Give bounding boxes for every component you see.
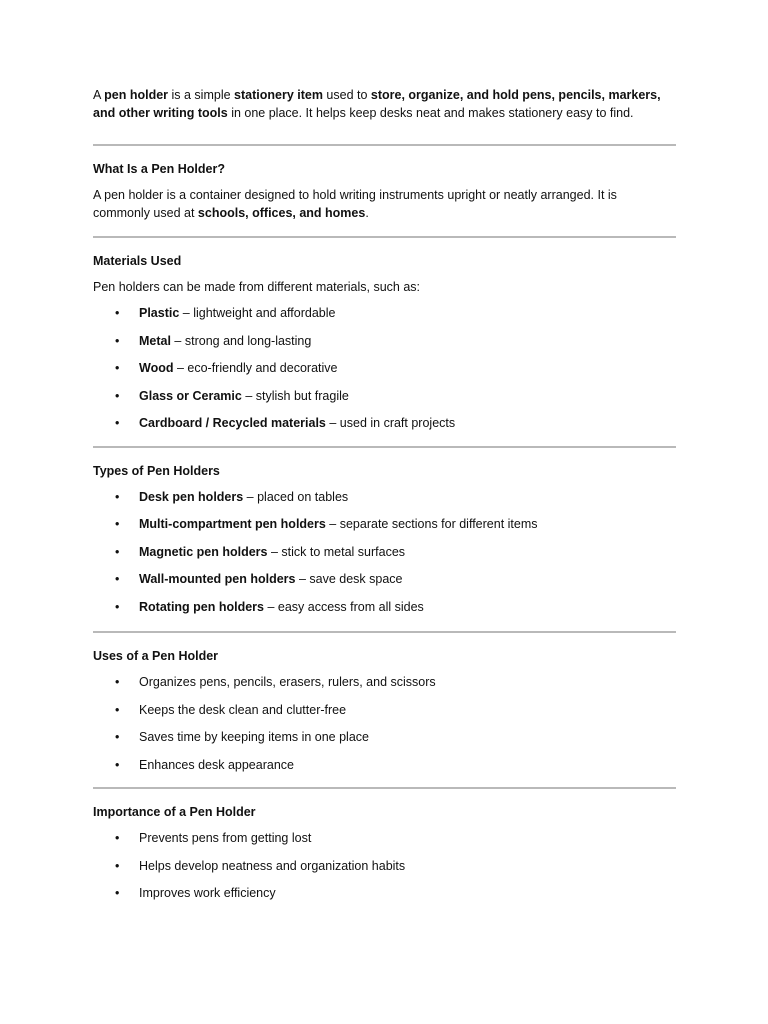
item-text: – separate sections for different items (325, 517, 538, 531)
section-what (93, 146, 676, 236)
bullet-icon: • (115, 306, 120, 320)
section-materials (93, 238, 676, 446)
item-bold: Desk pen holders (139, 489, 244, 504)
list-item (93, 701, 676, 729)
item-text: Improves work efficiency (139, 886, 276, 900)
item-text: Organizes pens, pencils, erasers, rulers, and scissors (139, 675, 436, 689)
materials-list (93, 304, 676, 442)
uses-list (93, 673, 676, 783)
item-text: – strong and long-lasting (170, 333, 312, 348)
item-bold: Magnetic pen holders (139, 544, 268, 559)
item-bold: Glass or Ceramic (139, 388, 242, 403)
list-item (93, 543, 676, 571)
intro-text: A (93, 88, 105, 102)
section-heading: What Is a Pen Holder? (93, 162, 225, 176)
section-heading: Types of Pen Holders (93, 463, 220, 478)
item-bold: Plastic (139, 306, 180, 320)
importance-list (93, 829, 676, 912)
section-uses (93, 633, 676, 787)
list-item (93, 728, 676, 756)
intro-text: in one place. It helps keep desks neat and makes stationery easy to find. (227, 106, 634, 120)
bullet-icon: • (115, 572, 120, 586)
item-text: Prevents pens from getting lost (139, 831, 312, 845)
list-item (93, 359, 676, 387)
item-text: – stick to metal surfaces (267, 544, 406, 559)
item-text: – placed on tables (243, 489, 349, 504)
document-content (93, 86, 676, 924)
list-item (93, 756, 676, 784)
intro-bold: pen holder (104, 88, 169, 102)
intro-bold: stationery item (234, 88, 323, 102)
list-item (93, 414, 676, 442)
bullet-icon: • (115, 333, 120, 348)
bullet-icon: • (115, 361, 120, 375)
item-text: – save desk space (295, 572, 403, 586)
item-text: – eco-friendly and decorative (173, 361, 338, 375)
list-item (93, 884, 676, 912)
bullet-icon: • (115, 388, 120, 403)
section-paragraph (93, 186, 676, 222)
section-importance (93, 789, 676, 924)
section-heading: Materials Used (93, 254, 182, 268)
item-bold: Cardboard / Recycled materials (139, 416, 326, 430)
list-item (93, 387, 676, 415)
bullet-icon: • (115, 544, 120, 559)
list-item (93, 515, 676, 543)
bullet-icon: • (115, 517, 120, 531)
bullet-icon: • (115, 730, 120, 744)
item-bold: Wood (139, 361, 174, 375)
item-text: Saves time by keeping items in one place (139, 730, 369, 744)
intro-text: used to (322, 88, 371, 102)
bullet-icon: • (115, 886, 120, 900)
bullet-icon: • (115, 489, 120, 504)
paragraph-text: A pen holder is a container designed to hold writing instruments upright or neatly arranged. It is commonly used at (93, 188, 617, 220)
list-item (93, 332, 676, 360)
intro-text: is a simple (168, 88, 235, 102)
paragraph-bold: schools, offices, and homes (197, 206, 366, 220)
intro-paragraph (93, 86, 676, 122)
item-text: Helps develop neatness and organization habits (139, 858, 406, 873)
bullet-icon: • (115, 757, 120, 772)
bullet-icon: • (115, 599, 120, 614)
list-item (93, 304, 676, 332)
list-item (93, 488, 676, 516)
bullet-icon: • (115, 416, 120, 430)
item-text: – used in craft projects (325, 416, 456, 430)
bullet-icon: • (115, 858, 120, 873)
item-text: Keeps the desk clean and clutter-free (139, 702, 347, 717)
item-text: – stylish but fragile (241, 388, 349, 403)
list-item (93, 857, 676, 885)
bullet-icon: • (115, 675, 120, 689)
item-bold: Multi-compartment pen holders (139, 517, 326, 531)
section-types (93, 448, 676, 632)
item-text: – lightweight and affordable (179, 306, 336, 320)
bullet-icon: • (115, 702, 120, 717)
list-item (93, 829, 676, 857)
paragraph-text: . (365, 206, 369, 220)
section-heading: Importance of a Pen Holder (93, 805, 256, 819)
item-bold: Metal (139, 333, 171, 348)
list-item (93, 598, 676, 626)
item-bold: Wall-mounted pen holders (139, 572, 296, 586)
section-lead: Pen holders can be made from different materials, such as: (93, 280, 421, 294)
item-text: – easy access from all sides (264, 599, 424, 614)
item-bold: Rotating pen holders (139, 599, 264, 614)
types-list (93, 488, 676, 626)
list-item (93, 570, 676, 598)
bullet-icon: • (115, 831, 120, 845)
list-item (93, 673, 676, 701)
intro-bold: store, organize, and hold pens, pencils, markers, and other writing tools (93, 88, 661, 120)
section-heading: Uses of a Pen Holder (93, 649, 219, 663)
item-text: Enhances desk appearance (139, 757, 294, 772)
